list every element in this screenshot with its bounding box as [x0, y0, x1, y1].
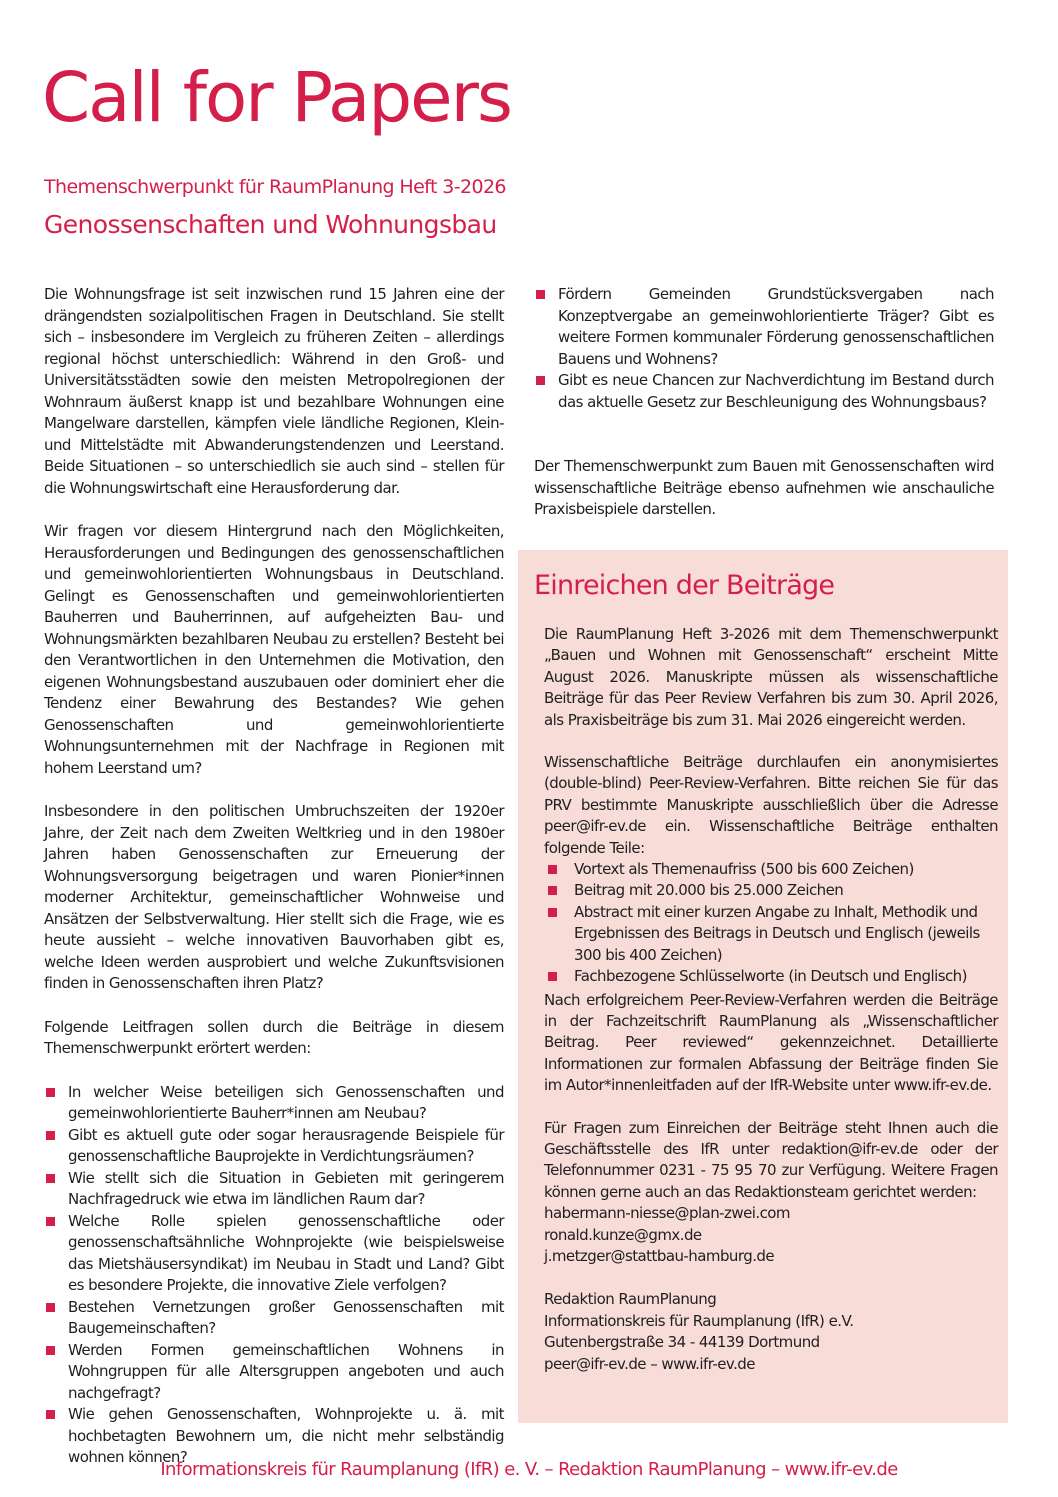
page-title: Call for Papers [42, 58, 511, 138]
list-item: Welche Rolle spielen genossenschaftliche oder genossenschaftsähnliche Wohnprojekte (wie beispielsweise das Mietshäusersyndikat) im Neubau in Stadt und Land? Gibt es besondere Projekte, die innovative Ziele verfolgen? [44, 1211, 504, 1297]
page-footer: Informationskreis für Raumplanung (IfR) e. V. – Redaktion RaumPlanung – www.ifr-ev.de [160, 1459, 898, 1480]
list-item: Abstract mit einer kurzen Angabe zu Inhalt, Methodik und Ergebnissen des Beitrags in Deutsch und Englisch (jeweils 300 bis 400 Zeichen) [544, 902, 998, 966]
topic-heading: Genossenschaften und Wohnungsbau [44, 210, 497, 239]
address-line: Redaktion RaumPlanung [544, 1290, 717, 1309]
list-item: Werden Formen gemeinschaftlichen Wohnens in Wohngruppen für alle Altersgruppen angeboten und auch nachgefragt? [44, 1340, 504, 1405]
review-paragraph: Wissenschaftliche Beiträge durchlaufen ein anonymisiertes (double-blind) Peer-Review-Verfahren. Bitte reichen Sie für das PRV bestimmte Manuskripte ausschließlich über die Adresse peer@ifr-ev.de ein. Wissenschaftliche Beiträge enthalten folgende Teile: [544, 753, 998, 857]
issue-subtitle: Themenschwerpunkt für RaumPlanung Heft 3-2026 [44, 176, 506, 198]
right-column [534, 284, 994, 543]
submission-heading: Einreichen der Beiträge [534, 570, 835, 601]
submission-body [544, 624, 998, 1375]
submission-intro: Die RaumPlanung Heft 3-2026 mit dem Themenschwerpunkt „Bauen und Wohnen mit Genossenschaft“ erscheint Mitte August 2026. Manuskripte müssen als wissenschaftliche Beiträge für das Peer Review Verfahren bis zum 30. April 2026, als Praxisbeiträge bis zum 31. Mai 2026 eingereicht werden. [544, 625, 998, 729]
contact-email[interactable]: habermann-niesse@plan-zwei.com [544, 1204, 790, 1223]
list-item: Beitrag mit 20.000 bis 25.000 Zeichen [544, 880, 998, 901]
required-parts-list [544, 859, 998, 987]
after-review-paragraph: Nach erfolgreichem Peer-Review-Verfahren werden die Beiträge in der Fachzeitschrift RaumPlanung als „Wissenschaftlicher Beitrag. Peer reviewed“ gekennzeichnet. Detaillierte Informationen zur formalen Abfassung der Beiträge finden Sie im Autor*innenleitfaden auf der IfR-Website unter www.ifr-ev.de. [544, 990, 998, 1095]
contact-email[interactable]: j.metzger@stattbau-hamburg.de [544, 1246, 775, 1265]
list-item: Vortext als Themenaufriss (500 bis 600 Zeichen) [544, 859, 998, 880]
list-item: Bestehen Vernetzungen großer Genossenschaften mit Baugemeinschaften? [44, 1297, 504, 1340]
editorial-address [544, 1289, 998, 1375]
guiding-questions-list [44, 1082, 504, 1469]
contact-list [544, 1203, 998, 1267]
list-item: Wie stellt sich die Situation in Gebieten mit geringerem Nachfragedruck wie etwa im ländlichen Raum dar? [44, 1168, 504, 1211]
submission-box [518, 550, 1008, 1423]
left-column [44, 284, 504, 1469]
address-line: Informationskreis für Raumplanung (IfR) e.V. [544, 1311, 854, 1330]
contact-email[interactable]: ronald.kunze@gmx.de [544, 1225, 702, 1244]
intro-paragraph: Die Wohnungsfrage ist seit inzwischen rund 15 Jahren eine der drängendsten sozialpolitischen Fragen in Deutschland. Sie stellt sich – insbesondere im Vergleich zu früheren Zeiten – allerdings regional höchst unterschiedlich: Während in den Groß- und Universitätsstädten sowie den meisten Metropolregionen der Wohnraum äußerst knapp ist und bezahlbare Wohnungen eine Mangelware darstellen, kämpfen viele ländliche Regionen, Klein- und Mittelstädte mit Abwanderungstendenzen und Leerstand. Beide Situationen – so unterschiedlich sie auch sind – stellen für die Wohnungswirtschaft eine Herausforderung dar. [44, 285, 504, 497]
closing-paragraph: Der Themenschwerpunkt zum Bauen mit Genossenschaften wird wissenschaftliche Beiträge ebenso aufnehmen wie anschauliche Praxisbeispiele darstellen. [534, 457, 994, 518]
list-item: Fachbezogene Schlüsselworte (in Deutsch und Englisch) [544, 966, 998, 987]
address-contact-line[interactable]: peer@ifr-ev.de – www.ifr-ev.de [544, 1354, 755, 1373]
history-paragraph: Insbesondere in den politischen Umbruchszeiten der 1920er Jahre, der Zeit nach dem Zweiten Weltkrieg und in den 1980er Jahren haben Genossenschaften zur Erneuerung der Wohnungsversorgung beigetragen und waren Pionier*innen moderner Architektur, gemeinschaftlicher Wohnweise und Ansätzen der Selbstverwaltung. Hier stellt sich die Frage, wie es heute aussieht – welche innovativen Bauvorhaben gibt es, welche Ideen werden ausprobiert und welche Zukunftsvisionen finden in Genossenschaften ihren Platz? [44, 802, 504, 992]
guiding-questions-list-continued [534, 284, 994, 413]
guiding-questions-intro: Folgende Leitfragen sollen durch die Beiträge in diesem Themenschwerpunkt erörtert werden: [44, 1017, 504, 1057]
list-item: In welcher Weise beteiligen sich Genossenschaften und gemeinwohlorientierte Bauherr*innen am Neubau? [44, 1082, 504, 1125]
list-item: Gibt es neue Chancen zur Nachverdichtung im Bestand durch das aktuelle Gesetz zur Beschleunigung des Wohnungsbaus? [534, 370, 994, 413]
question-context-paragraph: Wir fragen vor diesem Hintergrund nach den Möglichkeiten, Herausforderungen und Bedingungen des genossenschaftlichen und gemeinwohlorientierten Wohnungsbaus in Deutschland. Gelingt es Genossenschaften und gemeinwohlorientierten Bauherren und Bauherrinnen, auf aufgeheizten Bau- und Wohnungsmärkten bezahlbaren Neubau zu erstellen? Besteht bei den Verantwortlichen in den Unternehmen die Motivation, den eigenen Wohnungsbestand auszubauen oder dominiert eher die Tendenz einer Bewahrung des Bestandes? Wie gehen Genossenschaften und gemeinwohlorientierte Wohnungsunternehmen mit der Nachfrage in Regionen mit hohem Leerstand um? [44, 522, 504, 777]
list-item: Gibt es aktuell gute oder sogar herausragende Beispiele für genossenschaftliche Bauprojekte in Verdichtungsräumen? [44, 1125, 504, 1168]
list-item: Wie gehen Genossenschaften, Wohnprojekte u. ä. mit hochbetagten Bewohnern um, die nicht mehr selbständig wohnen können? [44, 1404, 504, 1469]
list-item: Fördern Gemeinden Grundstücksvergaben nach Konzeptvergabe an gemeinwohlorientierte Träger? Gibt es weitere Formen kommunaler Förderung genossenschaftlichen Bauens und Wohnens? [534, 284, 994, 370]
address-line: Gutenbergstraße 34 - 44139 Dortmund [544, 1333, 820, 1352]
questions-paragraph: Für Fragen zum Einreichen der Beiträge steht Ihnen auch die Geschäftsstelle des IfR unter redaktion@ifr-ev.de oder der Telefonnummer 0231 - 75 95 70 zur Verfügung. Weitere Fragen können gerne auch an das Redaktionsteam gerichtet werden: [544, 1118, 998, 1201]
